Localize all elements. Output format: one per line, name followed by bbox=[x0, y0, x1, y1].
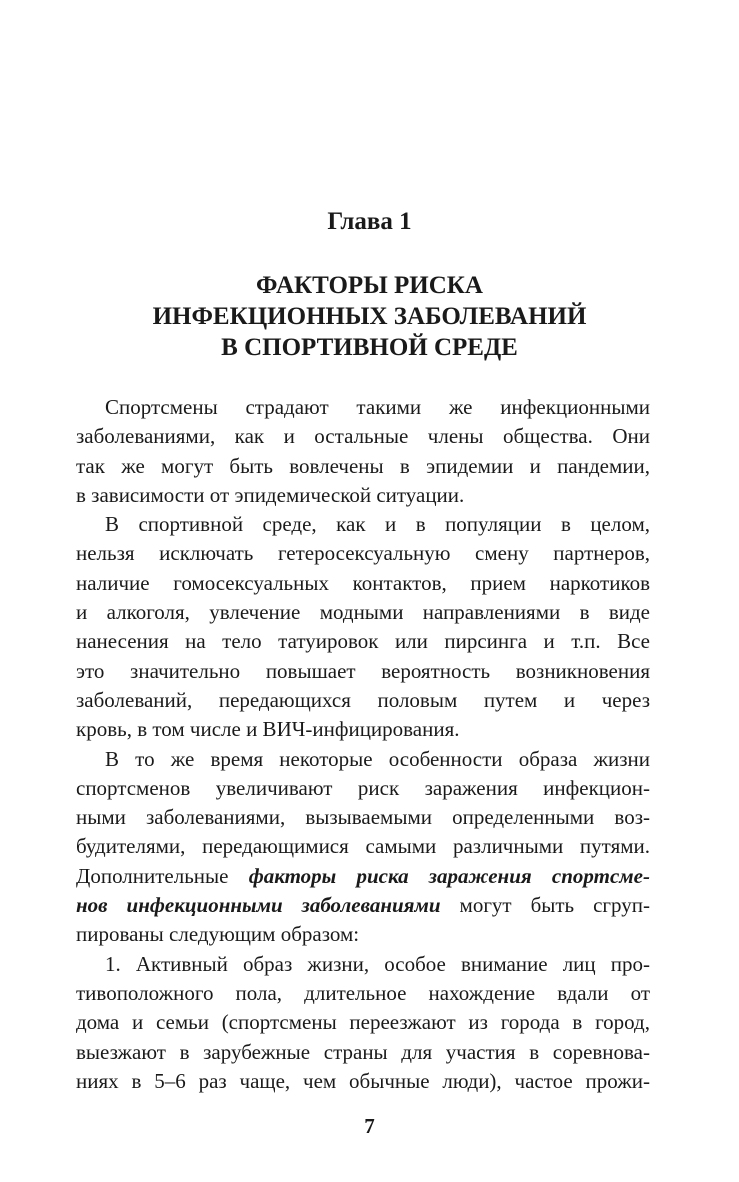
chapter-title-line: ИНФЕКЦИОННЫХ ЗАБОЛЕВАНИЙ bbox=[152, 303, 587, 330]
text-line: выезжают в зарубежные страны для участия в соревнова- bbox=[76, 1039, 650, 1064]
text-line bbox=[76, 891, 650, 920]
text-line: пированы следующим образом: bbox=[76, 922, 360, 947]
emphasized-term: нов инфекционными заболеваниями bbox=[76, 893, 441, 918]
text-line: кровь, в том числе и ВИЧ-инфицирования. bbox=[76, 717, 460, 742]
text-line: наличие гомосексуальных контактов, прием наркотиков bbox=[76, 570, 650, 595]
paragraph-2 bbox=[76, 510, 650, 744]
text-line: тивоположного пола, длительное нахождение вдали от bbox=[76, 980, 650, 1005]
paragraph-4 bbox=[76, 950, 650, 1096]
text-line: спортсменов увеличивают риск заражения инфекцион- bbox=[76, 775, 650, 800]
text-line: В спортивной среде, как и в популяции в целом, bbox=[105, 512, 650, 537]
text-line: Спортсмены страдают такими же инфекционными bbox=[105, 395, 650, 419]
text-line: В то же время некоторые особенности образа жизни bbox=[105, 746, 650, 771]
text-line: и алкоголя, увлечение модными направлениями в виде bbox=[76, 600, 650, 625]
chapter-title-line: ФАКТОРЫ РИСКА bbox=[256, 272, 483, 299]
paragraph-3 bbox=[76, 745, 650, 950]
text-line: 1. Активный образ жизни, особое внимание лиц про- bbox=[105, 951, 650, 976]
text-line: нельзя исключать гетеросексуальную смену партнеров, bbox=[76, 541, 650, 566]
text-line: в зависимости от эпидемической ситуации. bbox=[76, 482, 465, 507]
text-line: будителями, передающимися самыми различными путями. bbox=[76, 834, 650, 859]
text-line: нанесения на тело татуировок или пирсинга и т.п. Все bbox=[76, 629, 650, 654]
emphasized-term: факторы риска заражения спортсме- bbox=[248, 863, 650, 888]
text-line: ниях в 5–6 раз чаще, чем обычные люди), частое прожи- bbox=[76, 1068, 650, 1093]
chapter-heading: Глава 1 bbox=[327, 208, 412, 235]
text-fragment: могут быть сгруп- bbox=[440, 893, 650, 918]
body-text bbox=[76, 393, 650, 1096]
text-line: заболеваниями, как и остальные члены общества. Они bbox=[76, 424, 650, 449]
text-line: это значительно повышает вероятность возникновения bbox=[76, 658, 650, 683]
text-line: так же могут быть вовлечены в эпидемии и пандемии, bbox=[76, 453, 650, 478]
text-fragment: Дополнительные bbox=[76, 863, 249, 888]
page-number: 7 bbox=[364, 1114, 375, 1138]
text-line bbox=[76, 862, 650, 891]
chapter-title bbox=[0, 270, 739, 363]
text-line: заболеваний, передающихся половым путем и через bbox=[76, 687, 650, 712]
text-line: ными заболеваниями, вызываемыми определенными воз- bbox=[76, 805, 650, 830]
chapter-title-line: В СПОРТИВНОЙ СРЕДЕ bbox=[221, 334, 518, 361]
text-line: дома и семьи (спортсмены переезжают из города в город, bbox=[76, 1010, 650, 1035]
paragraph-1 bbox=[76, 393, 650, 510]
